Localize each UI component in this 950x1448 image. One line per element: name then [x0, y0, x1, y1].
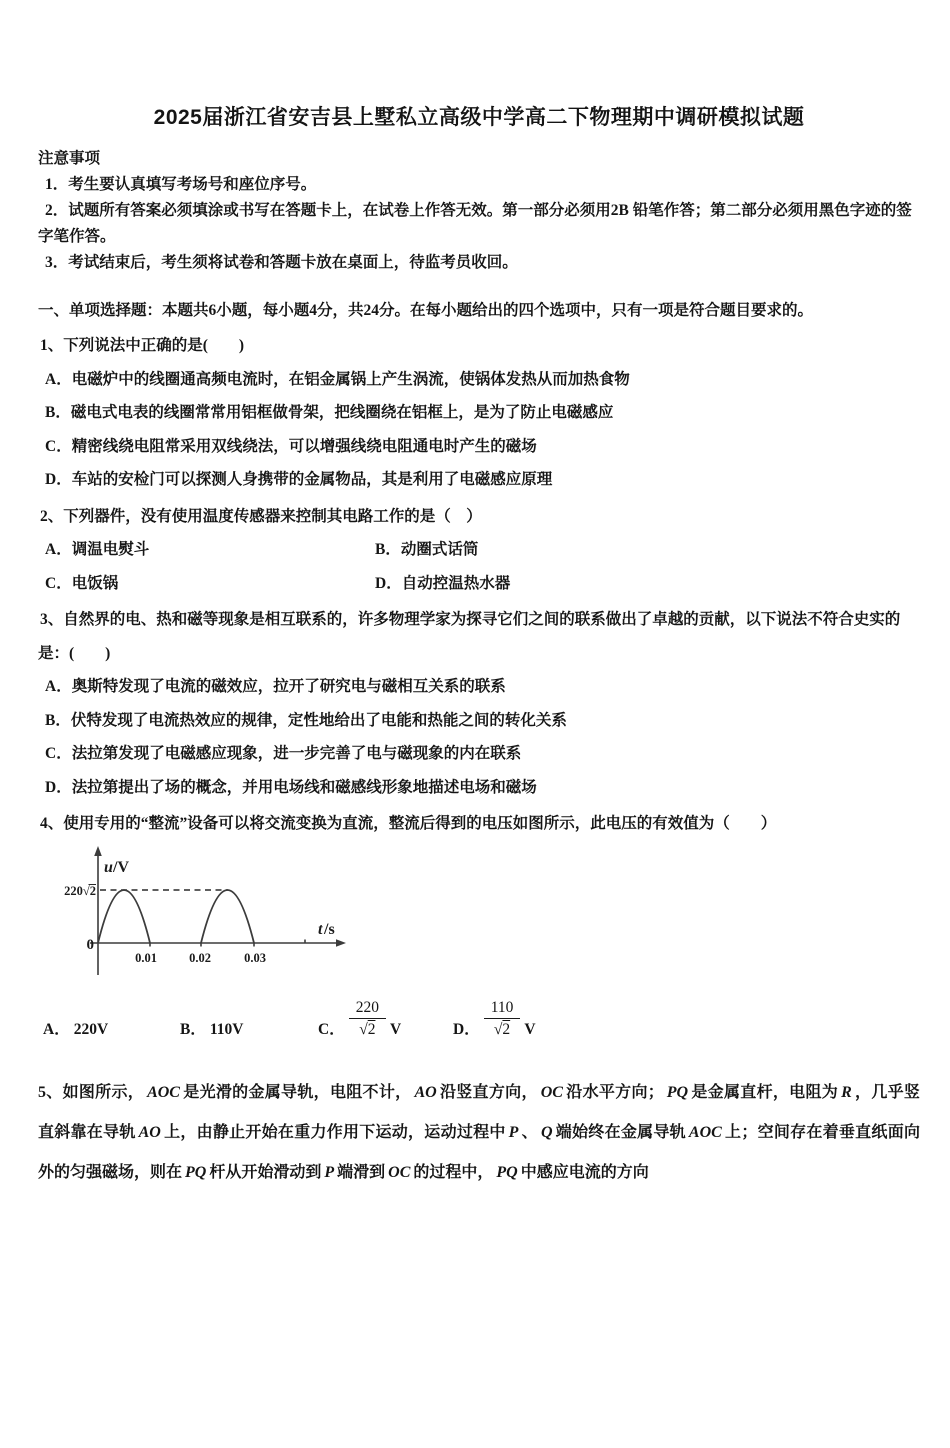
x-tick-label-3: 0.03: [244, 950, 266, 965]
question-2-options-row-2: [38, 567, 920, 601]
y-axis-label-var: u: [104, 858, 113, 876]
notice-heading: 注意事项: [38, 150, 101, 167]
section-1-heading: 一、单项选择题：本题共6小题，每小题4分，共24分。在每小题给出的四个选项中，只有一项是符合题目要求的。: [38, 302, 814, 319]
voltage-pulse-1: [98, 890, 150, 943]
y-axis-arrow: [94, 846, 102, 856]
fraction-110-over-sqrt2: $\frac{110}{√2}$: [484, 999, 521, 1038]
notice-item-2: 2．试题所有答案必须填涂或书写在答题卡上，在试卷上作答无效。第一部分必须用2B 铅笔作答；第二部分必须用黑色字迹的签字笔作答。: [38, 202, 912, 245]
voltage-pulse-2: [201, 890, 254, 943]
voltage-waveform-chart: [60, 845, 360, 985]
question-2-option-d: D．自动控温热水器: [375, 574, 511, 592]
question-3-stem: 3、自然界的电、热和磁等现象是相互联系的，许多物理学家为探寻它们之间的联系做出了卓越的贡献，以下说法不符合史实的是：( ): [38, 611, 901, 662]
question-1-option-d: D．车站的安检门可以探测人身携带的金属物品，其是利用了电磁感应原理: [45, 471, 553, 488]
x-axis-label-unit: /s: [324, 920, 335, 938]
question-3-option-a: A．奥斯特发现了电流的磁效应，拉开了研究电与磁相互关系的联系: [45, 678, 506, 695]
question-4-option-c: C． $\frac{220}{√2}$ V: [318, 999, 402, 1038]
question-4: [38, 807, 920, 1053]
x-axis-arrow: [336, 939, 346, 947]
question-3-option-b: B．伏特发现了电流热效应的规律，定性地给出了电能和热能之间的转化关系: [45, 711, 567, 729]
x-tick-label-2: 0.02: [189, 950, 211, 965]
x-tick-label-1: 0.01: [135, 950, 157, 965]
question-1-stem: 1、下列说法中正确的是( ): [40, 337, 245, 354]
origin-label: 0: [86, 936, 94, 953]
question-2: [38, 500, 920, 601]
question-2-options-row-1: [38, 533, 920, 567]
notice-item-3: 3．考试结束后，考生须将试卷和答题卡放在桌面上，待监考员收回。: [45, 254, 518, 271]
question-2-option-b: B．动圈式话筒: [375, 541, 479, 558]
notice-item-1: 1．考生要认真填写考场号和座位序号。: [45, 176, 317, 193]
question-1-option-c: C．精密线绕电阻常采用双线绕法，可以增强线绕电阻通电时产生的磁场: [45, 437, 537, 455]
q4-figure: [60, 845, 920, 985]
question-4-stem: 4、使用专用的“整流”设备可以将交流变换为直流，整流后得到的电压如图所示，此电压的有效值为（ ）: [40, 815, 777, 832]
exam-page: [0, 104, 950, 1448]
question-3-option-c: C．法拉第发现了电磁感应现象，进一步完善了电与磁现象的内在联系: [45, 745, 522, 762]
question-2-option-c: C．电饭锅: [45, 574, 119, 592]
question-1-option-a: A．电磁炉中的线圈通高频电流时，在铝金属锅上产生涡流，使锅体发热从而加热食物: [45, 370, 630, 388]
question-2-option-a: A．调温电熨斗: [45, 541, 150, 558]
question-3: [38, 603, 920, 804]
peak-value-label: 220√2: [64, 883, 96, 898]
y-axis-label-unit: /V: [113, 858, 129, 876]
notice-section: [38, 146, 920, 276]
question-3-option-d: D．法拉第提出了场的概念，并用电场线和磁感线形象地描述电场和磁场: [45, 778, 537, 796]
page-title: 2025届浙江省安吉县上墅私立高级中学高二下物理期中调研模拟试题: [153, 106, 805, 129]
question-4-option-d: D． $\frac{110}{√2}$ V: [453, 999, 536, 1038]
question-5-stem: 5、如图所示， AOC 是光滑的金属导轨，电阻不计， AO 沿竖直方向， OC 沿水平方向； PQ 是金属直杆，电阻为 R ，几乎竖直斜靠在导轨 AO 上，由静止开始在重力作用下运动，运动过程中 P 、 Q 端始终在金属导轨 AOC 上；空间存在着垂直纸面向外的匀强磁场，则在 PQ 杆从开始滑动到 P 端滑到 OC 的过程中， PQ 中感应电流的方向: [38, 1083, 920, 1181]
fraction-220-over-sqrt2: $\frac{220}{√2}$: [349, 999, 386, 1038]
x-axis-label-var: t: [318, 920, 323, 938]
question-4-options-row: [38, 995, 920, 1053]
question-4-option-b: B． 110V: [180, 1021, 244, 1038]
question-1-option-b: B．磁电式电表的线圈常常用铝框做骨架，把线圈绕在铝框上，是为了防止电磁感应: [45, 404, 614, 421]
question-2-stem: 2、下列器件，没有使用温度传感器来控制其电路工作的是（ ）: [40, 507, 482, 525]
question-1: [38, 329, 920, 497]
question-4-option-a: A． 220V: [43, 1021, 109, 1038]
